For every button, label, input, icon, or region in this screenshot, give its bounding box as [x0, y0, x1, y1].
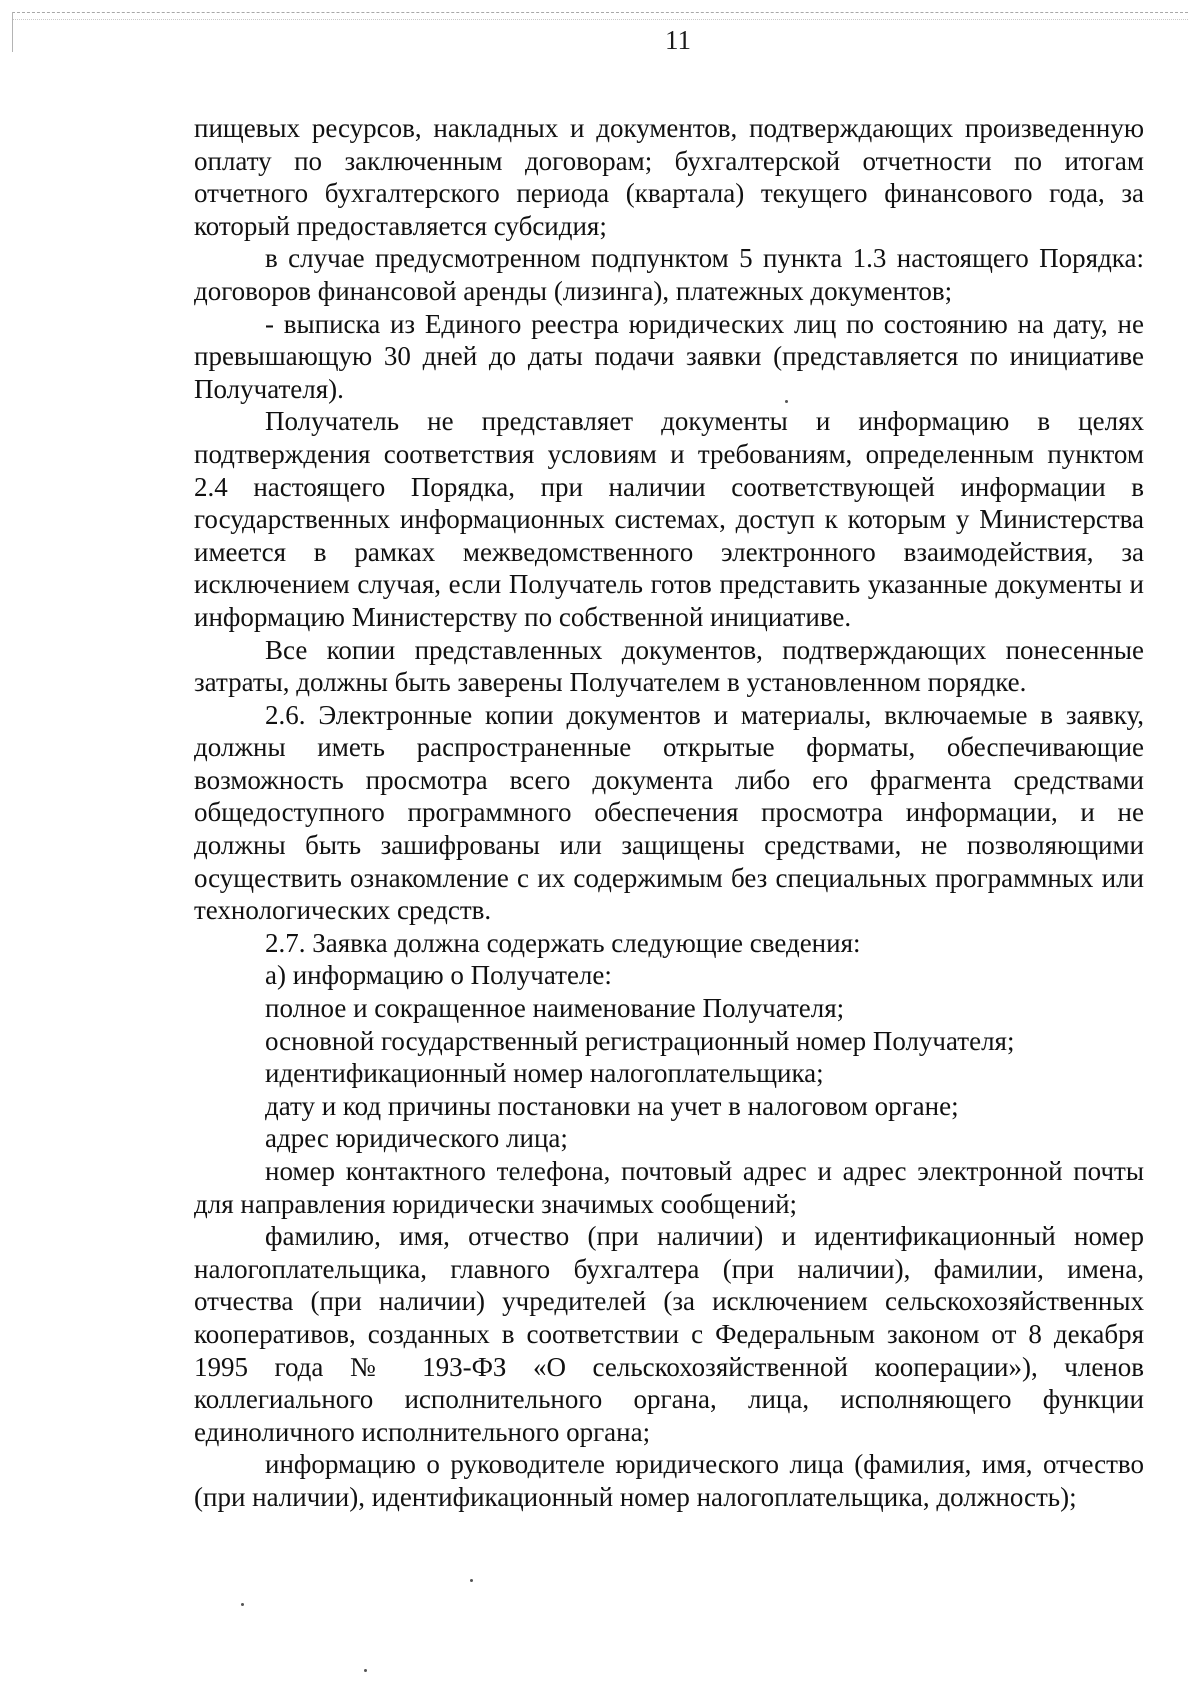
paragraph-legal-address: адрес юридического лица; [265, 1123, 568, 1154]
page-number: 11 [665, 25, 691, 55]
paragraph-continuation: пищевых ресурсов, накладных и документов, подтверждающих произведенную оплату по заключенным договорам; бухгалтерской отчетности по итогам отчетного бухгалтерского периода (квартала) текущего финансового года, за который предоставляется субсидия; [194, 113, 1144, 241]
scan-top-edge [12, 12, 1188, 20]
scan-speck [241, 1603, 244, 1606]
paragraph-name: полное и сокращенное наименование Получателя; [265, 993, 845, 1024]
scan-speck [785, 400, 788, 403]
paragraph-ogrn: основной государственный регистрационный номер Получателя; [265, 1025, 1015, 1056]
paragraph-a-recipient-info: а) информацию о Получателе: [265, 960, 612, 991]
paragraph-founders: фамилию, имя, отчество (при наличии) и идентификационный номер налогоплательщика, главного бухгалтера (при наличии), фамилии, имена, отчества (при наличии) учредителей (за исключением сельскохозяйственных кооперативов, созданных в соответствии с Федеральным законом от 8 декабря 1995 года № 193-ФЗ «О сельскохозяйственной кооперации»), членов коллегиального исполнительного органа, лица, исполняющего функции единоличного исполнительного органа; [194, 1221, 1144, 1447]
paragraph-inn: идентификационный номер налогоплательщика; [265, 1058, 824, 1089]
scan-speck [470, 1579, 473, 1582]
paragraph-recipient-not-required: Получатель не представляет документы и информацию в целях подтверждения соответствия условиям и требованиям, определенным пунктом 2.4 настоящего Порядка, при наличии соответствующей информации в государственных информационных системах, доступ к которым у Министерства имеется в рамках межведомственного электронного взаимодействия, за исключением случая, если Получатель готов представить указанные документы и информацию Министерству по собственной инициативе. [194, 406, 1144, 632]
document-body [194, 112, 1144, 1514]
paragraph-kpp: дату и код причины постановки на учет в налоговом органе; [265, 1090, 959, 1121]
paragraph-2-7-application-contents: 2.7. Заявка должна содержать следующие сведения: [265, 927, 861, 958]
paragraph-copies-certified: Все копии представленных документов, подтверждающих понесенные затраты, должны быть заверены Получателем в установленном порядке. [194, 634, 1144, 698]
paragraph-head-info: информацию о руководителе юридического лица (фамилия, имя, отчество (при наличии), идентификационный номер налогоплательщика, должность); [194, 1449, 1144, 1512]
scan-speck [364, 1669, 367, 1672]
paragraph-2-6-electronic-copies: 2.6. Электронные копии документов и материалы, включаемые в заявку, должны иметь распространенные открытые форматы, обеспечивающие возможность просмотра всего документа либо его фрагмента средствами общедоступного программного обеспечения просмотра информации, и не должны быть зашифрованы или защищены средствами, не позволяющими осуществить ознакомление с их содержимым без специальных программных или технологических средств. [194, 699, 1144, 926]
paragraph-leasing-documents: в случае предусмотренном подпунктом 5 пункта 1.3 настоящего Порядка: договоров финансовой аренды (лизинга), платежных документов; [194, 243, 1144, 306]
paragraph-contacts: номер контактного телефона, почтовый адрес и адрес электронной почты для направления юридически значимых сообщений; [194, 1156, 1144, 1219]
paragraph-registry-extract: - выписка из Единого реестра юридических лиц по состоянию на дату, не превышающую 30 дней до даты подачи заявки (представляется по инициативе Получателя). [194, 308, 1144, 404]
